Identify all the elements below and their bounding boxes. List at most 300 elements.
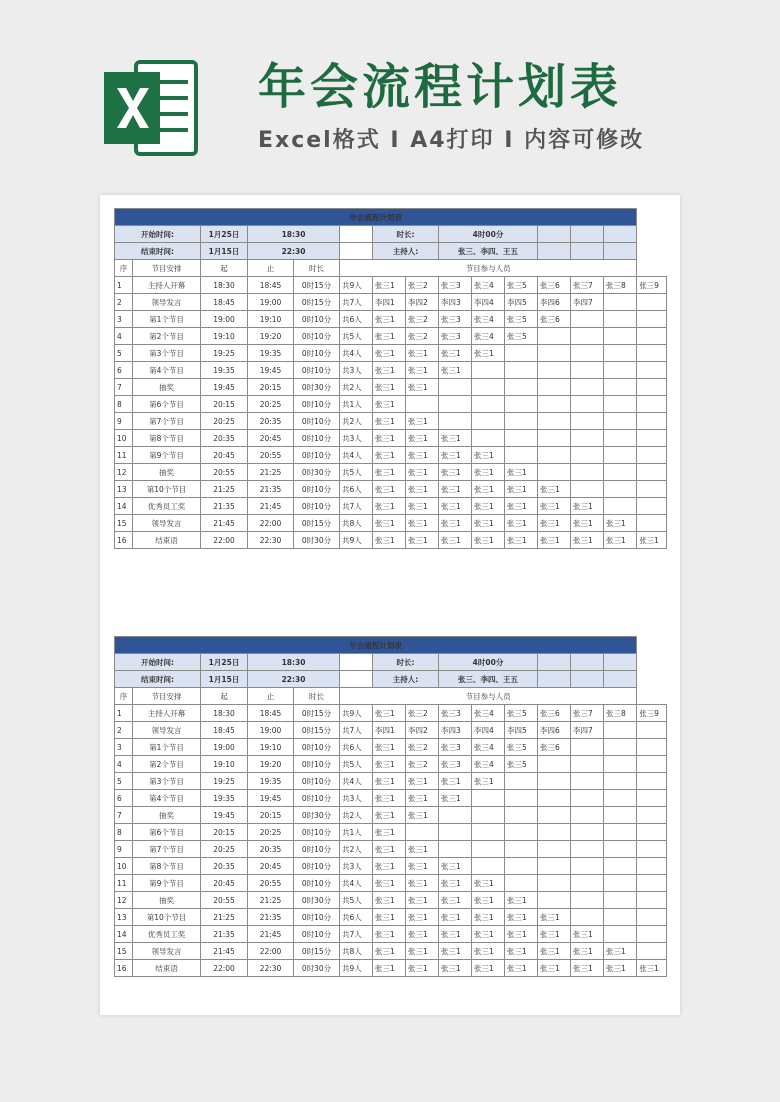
table-row [115, 362, 667, 379]
row-seq: 12 [115, 464, 133, 481]
row-participant [439, 824, 472, 841]
row-participant: 共3人 [340, 790, 373, 807]
row-participant: 张三1 [373, 311, 406, 328]
row-participant: 李四6 [538, 722, 571, 739]
row-start: 18:30 [201, 705, 248, 722]
row-participant: 张三4 [472, 328, 505, 345]
row-participant: 共6人 [340, 739, 373, 756]
row-participant: 张三1 [472, 481, 505, 498]
row-participant: 张三1 [373, 362, 406, 379]
row-participant: 张三4 [472, 739, 505, 756]
row-participant: 张三1 [505, 532, 538, 549]
row-participant [571, 345, 604, 362]
row-duration: 0时30分 [294, 807, 340, 824]
table-row [115, 532, 667, 549]
row-participant [637, 311, 667, 328]
host-value: 张三、李四、王五 [439, 671, 538, 688]
row-participant: 李四7 [571, 294, 604, 311]
row-start: 20:55 [201, 892, 248, 909]
row-participant: 张三1 [538, 515, 571, 532]
start-time: 18:30 [248, 226, 340, 243]
row-participant: 共7人 [340, 498, 373, 515]
row-participant: 共8人 [340, 943, 373, 960]
row-participant [505, 841, 538, 858]
row-participant: 张三1 [637, 532, 667, 549]
row-participant: 张三2 [406, 328, 439, 345]
table-row [115, 705, 667, 722]
row-end: 22:00 [248, 515, 294, 532]
row-seq: 7 [115, 379, 133, 396]
row-participant: 张三1 [373, 807, 406, 824]
row-participant: 张三1 [571, 498, 604, 515]
row-participant: 张三1 [439, 447, 472, 464]
row-participant: 共8人 [340, 515, 373, 532]
row-item: 第2个节目 [133, 328, 201, 345]
header-row [115, 688, 667, 705]
row-participant: 张三1 [472, 515, 505, 532]
row-seq: 10 [115, 430, 133, 447]
sheet-title: 年会流程计划表 [115, 637, 637, 654]
row-participant: 张三1 [406, 909, 439, 926]
row-participant: 张三1 [571, 960, 604, 977]
row-item: 领导发言 [133, 722, 201, 739]
row-participant: 张三8 [604, 705, 637, 722]
table-row [115, 294, 667, 311]
row-duration: 0时10分 [294, 790, 340, 807]
info-blank [571, 243, 604, 260]
row-participant: 张三1 [505, 464, 538, 481]
row-duration: 0时10分 [294, 430, 340, 447]
row-participant: 张三1 [406, 430, 439, 447]
row-start: 22:00 [201, 960, 248, 977]
row-participant: 张三1 [505, 498, 538, 515]
row-item: 主持人开幕 [133, 705, 201, 722]
row-seq: 15 [115, 515, 133, 532]
row-participant [637, 294, 667, 311]
row-participant [505, 379, 538, 396]
row-participant [505, 824, 538, 841]
row-participant [637, 892, 667, 909]
row-participant [637, 396, 667, 413]
row-participant [637, 413, 667, 430]
row-participant: 张三1 [472, 875, 505, 892]
row-participant: 张三1 [373, 396, 406, 413]
row-end: 20:55 [248, 447, 294, 464]
row-participant: 张三7 [571, 277, 604, 294]
row-end: 18:45 [248, 277, 294, 294]
row-item: 第6个节目 [133, 396, 201, 413]
row-participant: 张三1 [538, 498, 571, 515]
row-participant: 李四3 [439, 722, 472, 739]
row-participant: 共5人 [340, 756, 373, 773]
row-participant [505, 362, 538, 379]
table-row [115, 824, 667, 841]
row-start: 19:25 [201, 773, 248, 790]
row-duration: 0时15分 [294, 722, 340, 739]
row-participant: 共6人 [340, 481, 373, 498]
row-participant: 张三1 [406, 790, 439, 807]
row-seq: 11 [115, 447, 133, 464]
row-participant: 张三1 [538, 909, 571, 926]
header-start: 起 [201, 688, 248, 705]
table-row [115, 379, 667, 396]
row-end: 21:35 [248, 909, 294, 926]
row-participant: 张三4 [472, 705, 505, 722]
row-item: 第10个节目 [133, 909, 201, 926]
table-row [115, 841, 667, 858]
row-duration: 0时10分 [294, 739, 340, 756]
end-time: 22:30 [248, 671, 340, 688]
row-seq: 13 [115, 909, 133, 926]
table-row [115, 498, 667, 515]
row-participant: 张三8 [604, 277, 637, 294]
row-participant: 张三1 [439, 464, 472, 481]
row-participant [439, 379, 472, 396]
row-end: 20:45 [248, 858, 294, 875]
row-participant: 张三1 [505, 926, 538, 943]
row-participant [604, 773, 637, 790]
header-participants: 节目参与人员 [340, 260, 637, 277]
row-participant: 张三1 [571, 943, 604, 960]
row-participant: 张三1 [538, 943, 571, 960]
row-participant: 张三3 [439, 739, 472, 756]
row-seq: 16 [115, 532, 133, 549]
row-participant: 张三1 [439, 430, 472, 447]
row-participant [571, 379, 604, 396]
row-participant: 共4人 [340, 875, 373, 892]
row-item: 第4个节目 [133, 790, 201, 807]
row-participant [604, 892, 637, 909]
row-start: 19:00 [201, 311, 248, 328]
info-blank [604, 671, 637, 688]
row-item: 第1个节目 [133, 739, 201, 756]
info-blank [538, 226, 571, 243]
row-participant: 李四1 [373, 722, 406, 739]
row-item: 第10个节目 [133, 481, 201, 498]
table-row [115, 790, 667, 807]
row-participant [637, 464, 667, 481]
row-participant: 张三1 [406, 498, 439, 515]
row-end: 19:00 [248, 294, 294, 311]
sheet-title: 年会流程计划表 [115, 209, 637, 226]
row-participant: 共7人 [340, 294, 373, 311]
row-seq: 9 [115, 841, 133, 858]
host-value: 张三、李四、王五 [439, 243, 538, 260]
row-end: 20:25 [248, 396, 294, 413]
row-participant [538, 807, 571, 824]
row-seq: 8 [115, 396, 133, 413]
row-participant [505, 858, 538, 875]
row-participant: 共6人 [340, 909, 373, 926]
row-participant [604, 756, 637, 773]
row-duration: 0时10分 [294, 926, 340, 943]
row-participant: 张三4 [472, 277, 505, 294]
row-participant [571, 739, 604, 756]
row-participant [538, 790, 571, 807]
info-blank [340, 654, 373, 671]
row-participant [571, 464, 604, 481]
row-participant: 张三2 [406, 756, 439, 773]
row-participant [571, 430, 604, 447]
row-participant: 张三1 [538, 532, 571, 549]
row-end: 20:15 [248, 807, 294, 824]
row-participant: 张三1 [406, 926, 439, 943]
row-participant: 张三5 [505, 311, 538, 328]
table-row [115, 943, 667, 960]
row-participant: 共4人 [340, 447, 373, 464]
row-participant: 张三5 [505, 739, 538, 756]
end-time: 22:30 [248, 243, 340, 260]
row-participant [604, 294, 637, 311]
row-participant [637, 739, 667, 756]
row-participant: 张三1 [472, 960, 505, 977]
row-seq: 2 [115, 722, 133, 739]
row-item: 第3个节目 [133, 345, 201, 362]
header-participants: 节目参与人员 [340, 688, 637, 705]
row-item: 抽奖 [133, 807, 201, 824]
row-participant: 李四4 [472, 722, 505, 739]
row-participant [604, 926, 637, 943]
row-participant: 张三1 [505, 943, 538, 960]
row-duration: 0时10分 [294, 858, 340, 875]
row-participant: 李四5 [505, 722, 538, 739]
row-participant: 张三1 [472, 943, 505, 960]
row-duration: 0时10分 [294, 841, 340, 858]
row-participant: 张三1 [406, 345, 439, 362]
row-participant: 张三1 [373, 481, 406, 498]
row-participant [472, 824, 505, 841]
row-item: 第7个节目 [133, 413, 201, 430]
duration-value: 4时00分 [439, 654, 538, 671]
row-participant: 张三1 [439, 773, 472, 790]
row-duration: 0时10分 [294, 328, 340, 345]
row-participant: 张三1 [472, 464, 505, 481]
table-row [115, 858, 667, 875]
row-participant [538, 396, 571, 413]
row-participant [406, 396, 439, 413]
row-participant [637, 328, 667, 345]
row-seq: 5 [115, 773, 133, 790]
row-participant: 张三1 [439, 498, 472, 515]
row-item: 抽奖 [133, 379, 201, 396]
header-duration: 时长 [294, 688, 340, 705]
row-duration: 0时30分 [294, 892, 340, 909]
info-row-start [115, 654, 667, 671]
row-participant: 张三1 [439, 926, 472, 943]
row-participant: 张三1 [439, 790, 472, 807]
row-item: 第7个节目 [133, 841, 201, 858]
row-participant [538, 464, 571, 481]
row-participant [472, 430, 505, 447]
end-date: 1月15日 [201, 243, 248, 260]
row-participant [505, 396, 538, 413]
table-row [115, 430, 667, 447]
row-participant [538, 379, 571, 396]
row-participant: 张三2 [406, 277, 439, 294]
row-item: 领导发言 [133, 515, 201, 532]
row-participant: 张三1 [472, 447, 505, 464]
row-participant: 张三1 [406, 960, 439, 977]
row-participant [637, 722, 667, 739]
row-start: 20:25 [201, 841, 248, 858]
info-blank [604, 654, 637, 671]
row-participant: 张三1 [373, 892, 406, 909]
row-start: 19:10 [201, 328, 248, 345]
row-item: 结束语 [133, 960, 201, 977]
row-seq: 4 [115, 328, 133, 345]
row-participant [538, 773, 571, 790]
row-duration: 0时15分 [294, 705, 340, 722]
row-duration: 0时15分 [294, 943, 340, 960]
row-participant [637, 345, 667, 362]
row-start: 21:25 [201, 909, 248, 926]
row-participant: 张三1 [406, 447, 439, 464]
row-end: 19:10 [248, 311, 294, 328]
row-participant: 张三1 [439, 362, 472, 379]
row-participant: 张三1 [373, 773, 406, 790]
row-participant: 张三1 [406, 841, 439, 858]
row-participant [604, 722, 637, 739]
row-item: 第1个节目 [133, 311, 201, 328]
row-participant: 张三1 [373, 345, 406, 362]
info-blank [571, 671, 604, 688]
row-participant: 张三1 [538, 481, 571, 498]
row-participant: 张三1 [472, 926, 505, 943]
table-row [115, 515, 667, 532]
title-band [115, 209, 667, 226]
row-participant: 张三1 [373, 277, 406, 294]
row-item: 优秀员工奖 [133, 498, 201, 515]
row-participant [571, 413, 604, 430]
info-blank [340, 243, 373, 260]
row-participant: 共2人 [340, 807, 373, 824]
row-participant: 张三1 [439, 892, 472, 909]
row-participant: 张三1 [373, 943, 406, 960]
row-participant: 张三3 [439, 328, 472, 345]
row-participant [571, 756, 604, 773]
row-end: 19:00 [248, 722, 294, 739]
row-participant: 张三1 [406, 858, 439, 875]
row-participant: 李四1 [373, 294, 406, 311]
row-participant [571, 362, 604, 379]
row-participant: 张三3 [439, 277, 472, 294]
row-participant: 张三1 [406, 943, 439, 960]
row-participant: 张三1 [505, 909, 538, 926]
row-participant: 共3人 [340, 430, 373, 447]
row-participant [439, 807, 472, 824]
info-blank [571, 226, 604, 243]
row-participant: 张三1 [439, 875, 472, 892]
row-item: 抽奖 [133, 892, 201, 909]
row-duration: 0时10分 [294, 909, 340, 926]
info-blank [340, 671, 373, 688]
row-participant: 共9人 [340, 960, 373, 977]
header-seq: 序 [115, 688, 133, 705]
host-label: 主持人: [373, 243, 439, 260]
row-participant: 张三3 [439, 756, 472, 773]
row-end: 19:10 [248, 739, 294, 756]
row-participant: 共5人 [340, 328, 373, 345]
row-participant [505, 447, 538, 464]
row-item: 领导发言 [133, 294, 201, 311]
row-start: 19:35 [201, 362, 248, 379]
row-participant [571, 858, 604, 875]
table-row [115, 481, 667, 498]
start-date: 1月25日 [201, 654, 248, 671]
row-item: 第3个节目 [133, 773, 201, 790]
schedule-table-1 [114, 208, 667, 549]
row-participant [538, 430, 571, 447]
row-participant [505, 807, 538, 824]
row-seq: 1 [115, 277, 133, 294]
duration-value: 4时00分 [439, 226, 538, 243]
row-participant: 李四5 [505, 294, 538, 311]
row-participant: 李四3 [439, 294, 472, 311]
row-participant: 张三3 [439, 705, 472, 722]
row-end: 19:45 [248, 790, 294, 807]
row-participant [637, 790, 667, 807]
info-row-end [115, 671, 667, 688]
schedule-table-2 [114, 636, 667, 977]
row-participant: 张三6 [538, 311, 571, 328]
row-participant: 张三2 [406, 739, 439, 756]
row-duration: 0时10分 [294, 824, 340, 841]
row-duration: 0时10分 [294, 481, 340, 498]
row-participant: 张三1 [505, 960, 538, 977]
table-row [115, 722, 667, 739]
row-participant: 共7人 [340, 722, 373, 739]
row-participant: 张三1 [406, 773, 439, 790]
row-seq: 2 [115, 294, 133, 311]
row-participant: 张三1 [472, 498, 505, 515]
row-participant: 张三1 [373, 960, 406, 977]
table-row [115, 960, 667, 977]
row-participant: 张三1 [373, 447, 406, 464]
info-blank [340, 226, 373, 243]
row-participant [637, 926, 667, 943]
row-seq: 3 [115, 739, 133, 756]
row-duration: 0时10分 [294, 447, 340, 464]
row-participant: 张三1 [373, 379, 406, 396]
row-participant: 张三1 [406, 875, 439, 892]
row-participant [604, 858, 637, 875]
row-participant: 共9人 [340, 277, 373, 294]
table-row [115, 311, 667, 328]
row-participant: 共2人 [340, 379, 373, 396]
row-participant [538, 892, 571, 909]
info-blank [604, 243, 637, 260]
row-seq: 10 [115, 858, 133, 875]
row-end: 22:30 [248, 532, 294, 549]
row-participant [439, 396, 472, 413]
row-duration: 0时30分 [294, 532, 340, 549]
row-participant [637, 430, 667, 447]
row-participant [472, 807, 505, 824]
row-participant [604, 362, 637, 379]
row-participant: 张三5 [505, 705, 538, 722]
table-row [115, 345, 667, 362]
row-participant: 共2人 [340, 413, 373, 430]
row-participant [538, 824, 571, 841]
row-participant [637, 481, 667, 498]
row-start: 21:25 [201, 481, 248, 498]
row-participant [637, 858, 667, 875]
row-participant: 张三1 [373, 413, 406, 430]
row-participant: 张三1 [571, 926, 604, 943]
row-participant [637, 498, 667, 515]
row-item: 第4个节目 [133, 362, 201, 379]
row-end: 20:15 [248, 379, 294, 396]
